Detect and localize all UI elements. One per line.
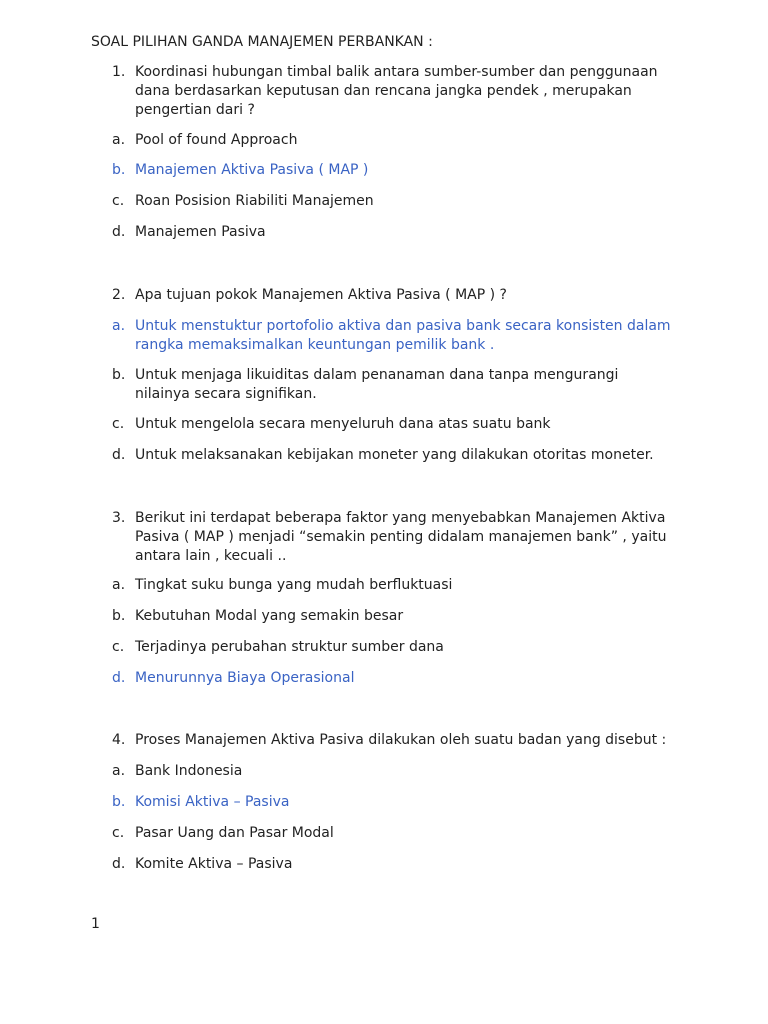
question-4-option-a [112,762,672,781]
question-2-option-a [112,317,672,355]
option-text: Untuk menstuktur portofolio aktiva dan pasiva bank secara konsisten dalam rangka memaksimalkan keuntungan pemilik bank . [135,318,671,353]
option-letter: d. [112,856,126,872]
question-1-option-d [112,223,672,242]
question-4-option-d [112,855,672,874]
question-number: 3. [112,510,126,526]
question-number: 2. [112,287,126,303]
question-2-option-c [112,415,672,434]
option-letter: d. [112,224,126,240]
option-letter: b. [112,367,126,383]
option-text: Bank Indonesia [135,763,243,779]
option-letter: c. [112,639,125,655]
question-2-option-b [112,366,672,404]
option-text: Pool of found Approach [135,132,298,148]
question-3-option-d [112,669,672,688]
option-text: Menurunnya Biaya Operasional [135,670,355,686]
option-letter: d. [112,447,126,463]
question-3 [112,509,672,566]
question-1-option-a [112,131,672,150]
option-letter: c. [112,825,125,841]
option-letter: b. [112,162,126,178]
question-1-option-c [112,192,672,211]
question-3-option-c [112,638,672,657]
option-text: Kebutuhan Modal yang semakin besar [135,608,404,624]
option-letter: a. [112,318,126,334]
option-text: Untuk menjaga likuiditas dalam penanaman dana tanpa mengurangi nilainya secara signifikan. [135,367,619,402]
option-letter: a. [112,577,126,593]
question-text: Koordinasi hubungan timbal balik antara sumber-sumber dan penggunaan dana berdasarkan keputusan dan rencana jangka pendek , merupakan pengertian dari ? [135,64,658,118]
question-number: 1. [112,64,126,80]
page-number: 1 [91,916,100,932]
option-text: Pasar Uang dan Pasar Modal [135,825,334,841]
option-text: Komite Aktiva – Pasiva [135,856,293,872]
option-text: Untuk mengelola secara menyeluruh dana atas suatu bank [135,416,551,432]
option-letter: b. [112,794,126,810]
question-1 [112,63,672,120]
option-letter: b. [112,608,126,624]
question-number: 4. [112,732,126,748]
question-1-option-b [112,161,672,180]
option-text: Untuk melaksanakan kebijakan moneter yang dilakukan otoritas moneter. [135,447,654,463]
question-3-option-b [112,607,672,626]
option-letter: c. [112,416,125,432]
question-text: Berikut ini terdapat beberapa faktor yang menyebabkan Manajemen Aktiva Pasiva ( MAP ) menjadi “semakin penting didalam manajemen bank” , yaitu antara lain , kecuali .. [135,510,667,564]
option-text: Manajemen Aktiva Pasiva ( MAP ) [135,162,369,178]
option-letter: d. [112,670,126,686]
option-text: Komisi Aktiva – Pasiva [135,794,290,810]
option-letter: a. [112,132,126,148]
option-text: Tingkat suku bunga yang mudah berfluktuasi [135,577,453,593]
question-2 [112,286,672,305]
question-4-option-c [112,824,672,843]
document-title: SOAL PILIHAN GANDA MANAJEMEN PERBANKAN : [91,34,433,50]
question-3-option-a [112,576,672,595]
question-text: Apa tujuan pokok Manajemen Aktiva Pasiva ( MAP ) ? [135,287,507,303]
option-text: Manajemen Pasiva [135,224,266,240]
question-4 [112,731,672,750]
question-4-option-b [112,793,672,812]
option-letter: a. [112,763,126,779]
option-letter: c. [112,193,125,209]
option-text: Roan Posision Riabiliti Manajemen [135,193,374,209]
question-2-option-d [112,446,672,465]
option-text: Terjadinya perubahan struktur sumber dana [135,639,444,655]
question-text: Proses Manajemen Aktiva Pasiva dilakukan oleh suatu badan yang disebut : [135,732,667,748]
